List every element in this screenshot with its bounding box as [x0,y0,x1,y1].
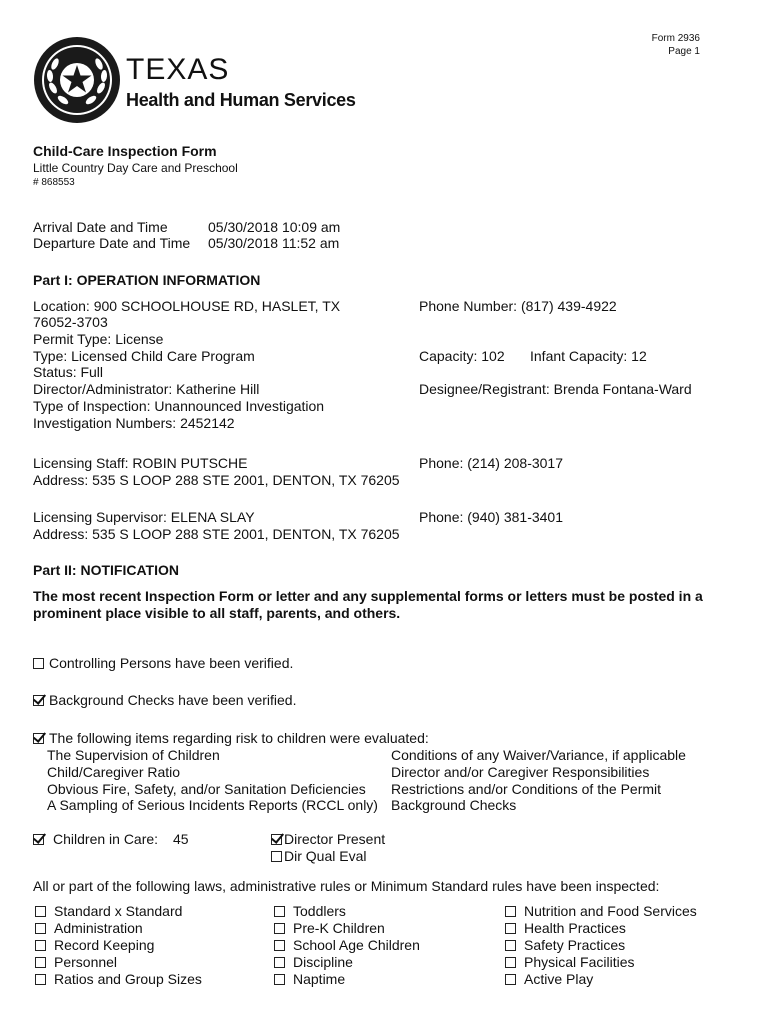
background-checks-checkbox[interactable] [33,695,44,706]
departure-label: Departure Date and Time [33,235,191,251]
staff-address: Address: 535 S LOOP 288 STE 2001, DENTON, TX 76205 [33,472,400,488]
law-col1-item [35,903,182,920]
operation-name: Little Country Day Care and Preschool [33,161,238,175]
form-number: Form 2936 [651,33,700,44]
risk-item-left-3: A Sampling of Serious Incidents Reports (RCCL only) [47,797,378,813]
phone-number: Phone Number: (817) 439-4922 [419,298,617,314]
law-col2-item [274,954,353,971]
law-col3-checkbox[interactable] [505,974,516,985]
law-col1-checkbox[interactable] [35,974,46,985]
location-line2: 76052-3703 [33,314,108,330]
children-in-care-value: 45 [173,831,189,847]
dir-qual-eval-row [271,848,366,865]
capacity: Capacity: 102 [419,348,505,364]
law-col2-item [274,920,385,937]
law-col2-label: Pre-K Children [293,920,385,936]
director-present-checkbox[interactable] [271,834,282,845]
law-col2-checkbox[interactable] [274,974,285,985]
law-col3-checkbox[interactable] [505,923,516,934]
investigation-numbers: Investigation Numbers: 2452142 [33,415,235,431]
law-col3-label: Safety Practices [524,937,626,953]
law-col3-label: Health Practices [524,920,626,936]
controlling-persons-row [33,655,293,672]
law-col1-label: Administration [54,920,143,936]
law-col1-item [35,971,202,988]
law-col1-item [35,937,154,954]
law-col1-label: Personnel [54,954,118,970]
dir-qual-eval-label: Dir Qual Eval [284,848,367,864]
law-col2-item [274,971,345,988]
logo-hhs: Health and Human Services [126,90,356,110]
staff-phone: Phone: (214) 208-3017 [419,455,563,471]
law-col1-label: Ratios and Group Sizes [54,971,202,987]
law-col1-label: Record Keeping [54,937,155,953]
notice-line1: The most recent Inspection Form or letter and any supplemental forms or letters must be posted in a [33,588,703,604]
logo-texas: TEXAS [126,53,230,86]
inspection-type: Type of Inspection: Unannounced Investigation [33,398,325,414]
part1-heading: Part I: OPERATION INFORMATION [33,272,261,288]
operation-type: Type: Licensed Child Care Program [33,348,255,364]
children-in-care-row [33,831,158,848]
background-checks-row [33,692,296,709]
status: Status: Full [33,364,104,380]
law-col3-item [505,920,626,937]
law-col2-checkbox[interactable] [274,906,285,917]
law-col2-label: School Age Children [293,937,420,953]
background-checks-label: Background Checks have been verified. [49,692,297,708]
law-col2-item [274,937,420,954]
dir-qual-eval-checkbox[interactable] [271,851,282,862]
law-col3-item [505,937,625,954]
children-in-care-checkbox[interactable] [33,834,44,845]
director: Director/Administrator: Katherine Hill [33,381,260,397]
law-col2-checkbox[interactable] [274,940,285,951]
children-in-care-label: Children in Care: [53,831,159,847]
risk-item-right-1: Director and/or Caregiver Responsibilities [391,764,650,780]
risk-item-right-3: Background Checks [391,797,517,813]
law-col2-label: Naptime [293,971,346,987]
law-col1-checkbox[interactable] [35,957,46,968]
law-col2-checkbox[interactable] [274,923,285,934]
director-present-label: Director Present [284,831,386,847]
director-present-row [271,831,385,848]
risk-item-right-0: Conditions of any Waiver/Variance, if applicable [391,747,686,763]
risk-items-label: The following items regarding risk to children were evaluated: [49,730,429,746]
location-line1: Location: 900 SCHOOLHOUSE RD, HASLET, TX [33,298,341,314]
risk-items-row [33,730,429,747]
supervisor-address: Address: 535 S LOOP 288 STE 2001, DENTON, TX 76205 [33,526,400,542]
law-col2-item [274,903,346,920]
permit-type: Permit Type: License [33,331,164,347]
operation-number: # 868553 [33,177,75,188]
risk-item-left-2: Obvious Fire, Safety, and/or Sanitation Deficiencies [47,781,366,797]
law-col1-item [35,920,143,937]
texas-seal-icon [33,36,121,124]
supervisor-phone: Phone: (940) 381-3401 [419,509,563,525]
page-number: Page 1 [668,46,700,57]
arrival-label: Arrival Date and Time [33,219,168,235]
law-col3-checkbox[interactable] [505,906,516,917]
part2-heading: Part II: NOTIFICATION [33,562,179,578]
law-col3-item [505,903,697,920]
law-col1-label: Standard x Standard [54,903,183,919]
law-col1-checkbox[interactable] [35,940,46,951]
licensing-staff: Licensing Staff: ROBIN PUTSCHE [33,455,248,471]
law-col3-label: Active Play [524,971,594,987]
form-title: Child-Care Inspection Form [33,143,217,159]
risk-items-checkbox[interactable] [33,733,44,744]
law-col3-item [505,971,593,988]
law-col3-label: Physical Facilities [524,954,635,970]
departure-value: 05/30/2018 11:52 am [208,235,340,251]
law-col1-checkbox[interactable] [35,923,46,934]
risk-item-left-0: The Supervision of Children [47,747,220,763]
designee: Designee/Registrant: Brenda Fontana-Ward [419,381,692,397]
law-col2-checkbox[interactable] [274,957,285,968]
infant-capacity: Infant Capacity: 12 [530,348,647,364]
law-col1-checkbox[interactable] [35,906,46,917]
law-col3-label: Nutrition and Food Services [524,903,697,919]
controlling-persons-label: Controlling Persons have been verified. [49,655,294,671]
law-col3-checkbox[interactable] [505,940,516,951]
risk-item-left-1: Child/Caregiver Ratio [47,764,181,780]
law-col3-item [505,954,634,971]
laws-intro: All or part of the following laws, administrative rules or Minimum Standard rules have been inspected: [33,878,660,894]
notice-line2: prominent place visible to all staff, parents, and others. [33,605,401,621]
arrival-value: 05/30/2018 10:09 am [208,219,341,235]
law-col1-item [35,954,117,971]
law-col2-label: Discipline [293,954,353,970]
licensing-supervisor: Licensing Supervisor: ELENA SLAY [33,509,255,525]
controlling-persons-checkbox[interactable] [33,658,44,669]
law-col2-label: Toddlers [293,903,346,919]
risk-item-right-2: Restrictions and/or Conditions of the Permit [391,781,662,797]
law-col3-checkbox[interactable] [505,957,516,968]
